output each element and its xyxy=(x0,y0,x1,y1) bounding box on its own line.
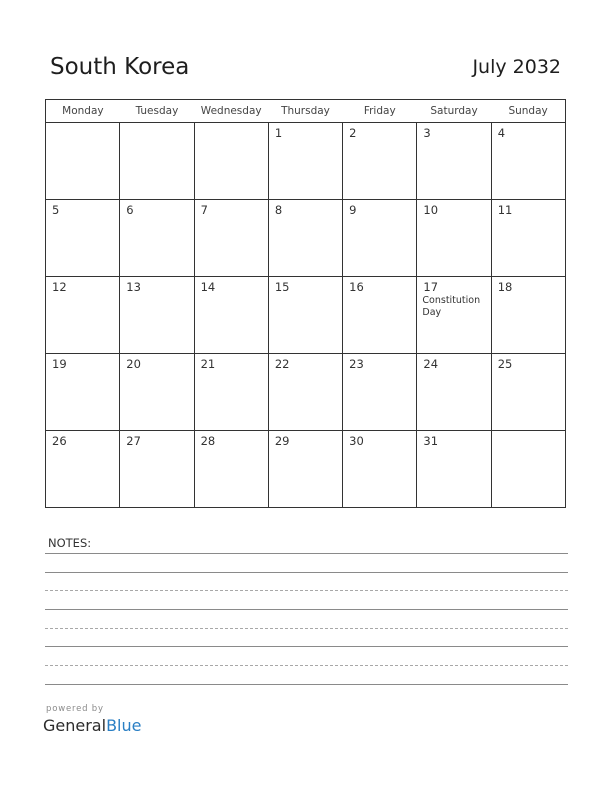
day-number: 17 xyxy=(423,280,439,294)
day-number: 24 xyxy=(423,357,439,371)
day-cell xyxy=(417,431,491,508)
day-cell xyxy=(491,277,565,354)
notes-line xyxy=(45,684,568,685)
day-cell xyxy=(343,354,417,431)
weekday-sunday: Sunday xyxy=(491,100,565,123)
notes-line xyxy=(45,590,568,591)
day-cell xyxy=(417,354,491,431)
day-number: 25 xyxy=(497,357,513,371)
day-cell xyxy=(268,354,342,431)
day-cell xyxy=(46,277,120,354)
brand-part-blue: Blue xyxy=(106,716,142,735)
month-title: July 2032 xyxy=(472,56,561,78)
day-cell xyxy=(343,123,417,200)
day-cell xyxy=(343,431,417,508)
day-cell xyxy=(343,200,417,277)
calendar-grid xyxy=(45,99,566,508)
notes-line xyxy=(45,628,568,629)
week-row xyxy=(46,200,566,277)
brand-logo[interactable] xyxy=(43,716,141,735)
day-cell xyxy=(120,354,194,431)
day-number: 29 xyxy=(274,434,290,448)
day-cell xyxy=(491,354,565,431)
day-number: 10 xyxy=(423,203,439,217)
day-number: 11 xyxy=(497,203,513,217)
day-cell xyxy=(268,200,342,277)
day-number xyxy=(120,123,193,126)
day-number: 4 xyxy=(497,126,506,140)
day-cell xyxy=(268,123,342,200)
day-cell xyxy=(268,277,342,354)
day-cell xyxy=(120,200,194,277)
day-cell xyxy=(417,277,491,354)
notes-line xyxy=(45,609,568,610)
day-number xyxy=(195,123,268,126)
day-number: 20 xyxy=(126,357,141,371)
weekday-wednesday: Wednesday xyxy=(194,100,268,123)
day-number xyxy=(492,431,565,434)
day-cell xyxy=(491,123,565,200)
day-number: 1 xyxy=(274,126,283,140)
day-number: 7 xyxy=(200,203,208,217)
day-number: 30 xyxy=(349,434,364,448)
weekday-saturday: Saturday xyxy=(417,100,491,123)
day-number: 2 xyxy=(349,126,357,140)
week-row xyxy=(46,431,566,508)
week-row xyxy=(46,123,566,200)
day-cell xyxy=(120,123,194,200)
day-cell xyxy=(194,354,268,431)
day-number: 21 xyxy=(200,357,216,371)
weekday-tuesday: Tuesday xyxy=(120,100,194,123)
notes-line xyxy=(45,646,568,647)
day-number: 8 xyxy=(274,203,283,217)
powered-by-text: powered by xyxy=(46,704,104,714)
brand-part-general: General xyxy=(43,716,107,735)
day-cell xyxy=(120,277,194,354)
day-number: 12 xyxy=(52,280,67,294)
weekday-friday: Friday xyxy=(343,100,417,123)
day-number: 5 xyxy=(52,203,60,217)
day-number: 13 xyxy=(126,280,141,294)
day-number: 28 xyxy=(200,434,216,448)
day-number: 23 xyxy=(349,357,364,371)
notes-line xyxy=(45,665,568,666)
day-cell xyxy=(194,431,268,508)
day-cell xyxy=(417,200,491,277)
day-cell xyxy=(268,431,342,508)
day-number: 19 xyxy=(52,357,67,371)
day-number: 18 xyxy=(497,280,513,294)
day-cell xyxy=(46,431,120,508)
day-number: 9 xyxy=(349,203,357,217)
holiday-label: Constitution Day xyxy=(422,295,481,318)
day-number: 27 xyxy=(126,434,141,448)
day-number xyxy=(46,123,119,126)
day-cell xyxy=(194,200,268,277)
day-number: 14 xyxy=(200,280,216,294)
notes-label: NOTES: xyxy=(48,536,92,550)
day-cell xyxy=(120,431,194,508)
weekday-thursday: Thursday xyxy=(268,100,342,123)
day-number: 15 xyxy=(274,280,290,294)
day-cell xyxy=(417,123,491,200)
day-cell xyxy=(194,277,268,354)
week-row xyxy=(46,354,566,431)
day-cell xyxy=(491,431,565,508)
day-number: 22 xyxy=(274,357,290,371)
day-number: 16 xyxy=(349,280,364,294)
country-title: South Korea xyxy=(50,54,190,80)
day-number: 26 xyxy=(52,434,67,448)
weekday-header-row xyxy=(46,100,566,123)
day-number: 31 xyxy=(423,434,439,448)
day-cell xyxy=(46,354,120,431)
week-row xyxy=(46,277,566,354)
notes-line xyxy=(45,572,568,573)
day-cell xyxy=(491,200,565,277)
day-cell xyxy=(343,277,417,354)
day-cell xyxy=(194,123,268,200)
day-number: 6 xyxy=(126,203,134,217)
notes-line xyxy=(45,553,568,554)
weekday-monday: Monday xyxy=(46,100,120,123)
day-number: 3 xyxy=(423,126,431,140)
day-cell xyxy=(46,200,120,277)
day-cell xyxy=(46,123,120,200)
